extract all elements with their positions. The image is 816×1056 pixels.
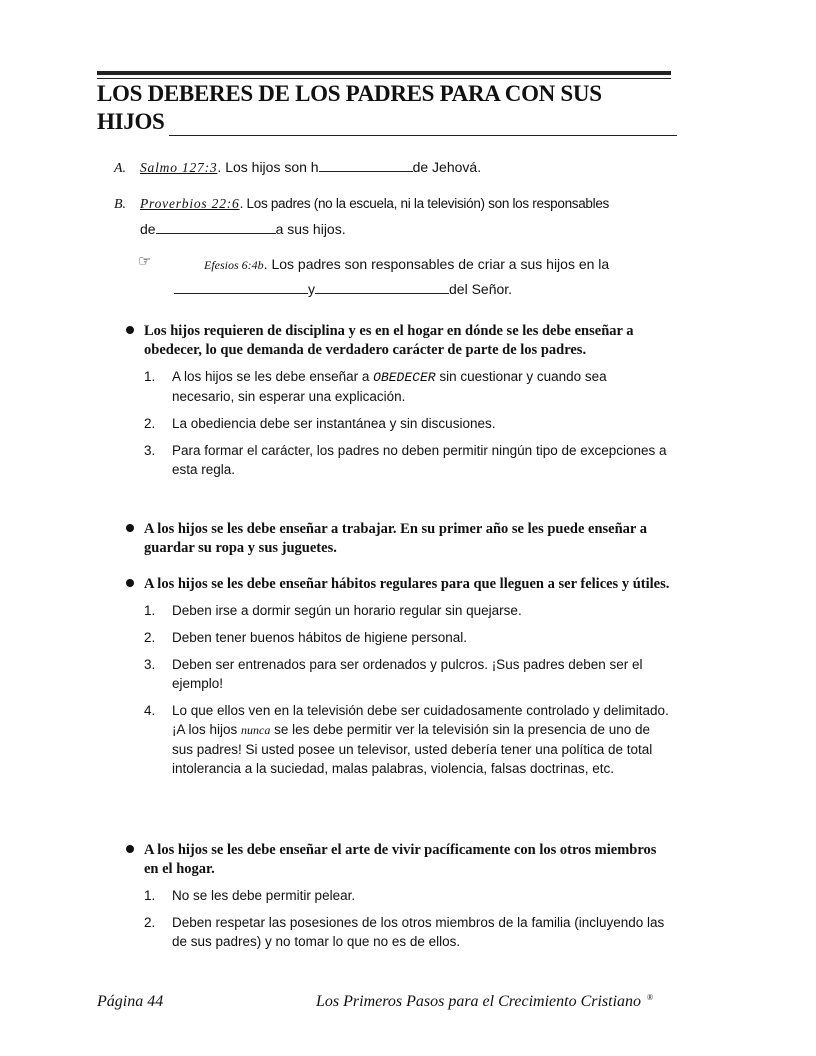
page-title	[97, 80, 677, 136]
title-underline	[169, 113, 677, 136]
bullet-heading: A los hijos se les debe enseñar a trabajar. En su primer año se les puede enseñar a guardar su ropa y sus juguetes.	[144, 521, 647, 556]
bullet-section-discipline	[126, 322, 671, 487]
bullet-section-peace	[126, 841, 671, 959]
bullet-section-habits	[126, 575, 671, 786]
reference-text-line2: de	[140, 221, 156, 237]
note-mid: y	[308, 281, 315, 297]
reference-b	[114, 193, 674, 239]
list-item: 1. Deben irse a dormir según un horario regular sin quejarse.	[144, 603, 522, 618]
list-item: 2. La obediencia debe ser instantánea y sin discusiones.	[144, 416, 496, 431]
list-item: 2. Deben respetar las posesiones de los otros miembros de la familia (incluyendo las de sus padres) y no tomar lo que no es de ellos.	[144, 915, 665, 949]
note-text: . Los padres son responsables de criar a sus hijos en la	[263, 256, 610, 272]
reference-text-end: a sus hijos.	[275, 221, 346, 237]
title-line-1: LOS DEBERES DE LOS PADRES PARA CON SUS	[97, 81, 602, 106]
pointing-hand-icon: ☞	[138, 254, 152, 270]
list-item: 2. Deben tener buenos hábitos de higiene personal.	[144, 630, 467, 645]
bullet-heading: Los hijos requieren de disciplina y es en el hogar en dónde se les debe enseñar a obedecer, lo que demanda de verdadero carácter de parte de los padres.	[144, 323, 634, 358]
list-item: 1. A los hijos se les debe enseñar a OBEDECER sin cuestionar y cuando sea necesario, sin esperar una explicación.	[144, 369, 607, 404]
header-rule-thick	[97, 71, 671, 75]
reference-letter: A.	[114, 161, 127, 176]
note-line-2	[174, 279, 512, 299]
bullet-icon	[126, 845, 134, 853]
list-item: 1. No se les debe permitir pelear.	[144, 888, 356, 903]
reference-letter: B.	[114, 197, 127, 212]
bullet-section-work	[126, 520, 671, 558]
numbered-list	[144, 367, 671, 479]
scripture-reference: Efesios 6:4b	[204, 258, 264, 272]
list-item: 4. Lo que ellos ven en la televisión debe ser cuidadosamente controlado y delimitado. ¡A los hijos nunca se les debe permitir ver la televisión sin la presencia de uno de sus padres! Si usted posee un televisor, usted debería tener una política de total intolerancia a la suciedad, malas palabras, violencia, falsas doctrinas, etc.	[144, 703, 669, 776]
reference-text: . Los hijos son h	[217, 159, 319, 175]
scripture-reference: Salmo 127:3	[140, 160, 218, 175]
bullet-icon	[126, 326, 134, 334]
reference-text-end: de Jehová.	[412, 159, 482, 175]
registered-mark: ®	[647, 993, 654, 1002]
book-title: Los Primeros Pasos para el Crecimiento Cristiano ®	[316, 993, 654, 1010]
title-line-2: HIJOS	[97, 109, 165, 134]
numbered-list	[144, 601, 671, 778]
scripture-reference: Proverbios 22:6	[140, 196, 240, 211]
note-line-1	[204, 254, 609, 275]
note-end: del Señor.	[449, 281, 513, 297]
bullet-icon	[126, 579, 134, 587]
reference-text: . Los padres (no la escuela, ni la televisión) son los responsables	[239, 196, 609, 211]
header-rule-thin	[97, 78, 671, 79]
bullet-heading: A los hijos se les debe enseñar hábitos regulares para que lleguen a ser felices y útiles.	[144, 576, 670, 592]
fill-in-blank[interactable]	[156, 220, 276, 234]
list-item: 3. Para formar el carácter, los padres no deben permitir ningún tipo de excepciones a esta regla.	[144, 443, 667, 477]
page-number: Página 44	[97, 993, 164, 1010]
fill-in-blank[interactable]	[315, 280, 449, 294]
fill-in-blank[interactable]	[174, 280, 308, 294]
bullet-heading: A los hijos se les debe enseñar el arte de vivir pacíficamente con los otros miembros en el hogar.	[144, 842, 657, 877]
numbered-list	[144, 886, 671, 951]
fill-in-blank[interactable]	[319, 158, 413, 172]
list-item: 3. Deben ser entrenados para ser ordenados y pulcros. ¡Sus padres deben ser el ejemplo!	[144, 657, 643, 691]
reference-a	[114, 157, 481, 179]
bullet-icon	[126, 524, 134, 532]
